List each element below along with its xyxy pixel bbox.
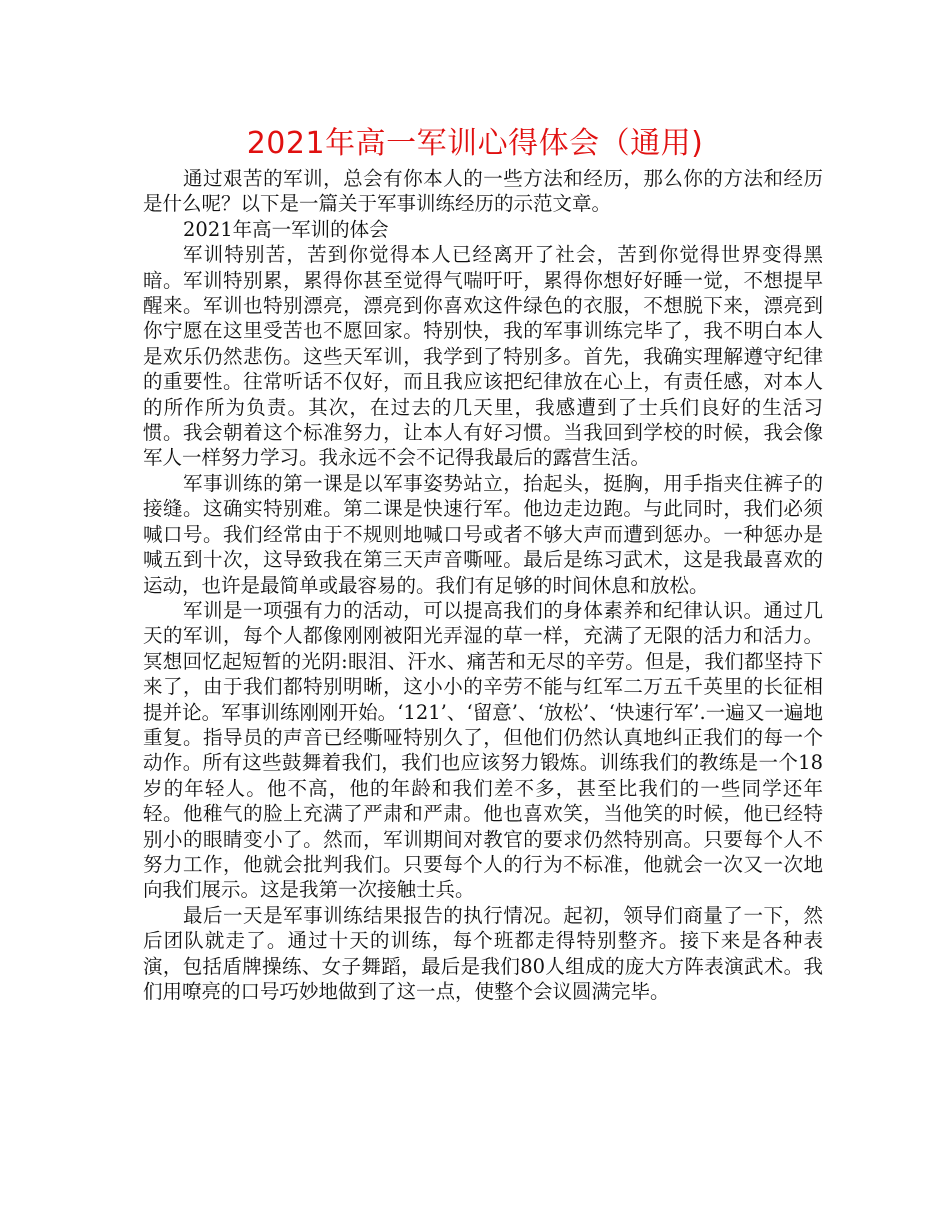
body-paragraph: 军事训练的第一课是以军事姿势站立，抬起头，挺胸，用手指夹住裤子的接缝。这确实特别难。第二课是快速行军。他边走边跑。与此同时，我们必须喊口号。我们经常由于不规则地喊口号或者不够大声而遭到惩办。一种惩办是喊五到十次，这导致我在第三天声音嘶哑。最后是练习武术，这是我最喜欢的运动，也许是最简单或最容易的。我们有足够的时间休息和放松。 — [143, 471, 823, 597]
document-title: 2021年高一军训心得体会（通用) — [246, 126, 704, 161]
body-paragraph: 军训特别苦，苦到你觉得本人已经离开了社会，苦到你觉得世界变得黑暗。军训特别累，累得你甚至觉得气喘吁吁，累得你想好好睡一觉，不想提早醒来。军训也特别漂亮，漂亮到你喜欢这件绿色的衣服，不想脱下来，漂亮到你宁愿在这里受苦也不愿回家。特别快，我的军事训练完毕了，我不明白本人是欢乐仍然悲伤。这些天军训，我学到了特别多。首先，我确实理解遵守纪律的重要性。往常听话不仅好，而且我应该把纪律放在心上，有责任感，对本人的所作所为负责。其次，在过去的几天里，我感遭到了士兵们良好的生活习惯。我会朝着这个标准努力，让本人有好习惯。当我回到学校的时候，我会像军人一样努力学习。我永远不会不记得我最后的露营生活。 — [143, 243, 823, 470]
section-heading: 2021年高一军训的体会 — [183, 217, 389, 241]
body-paragraph: 最后一天是军事训练结果报告的执行情况。起初，领导们商量了一下，然后团队就走了。通过十天的训练，每个班都走得特别整齐。接下来是各种表演，包括盾牌操练、女子舞蹈，最后是我们80人组成的庞大方阵表演武术。我们用嘹亮的口号巧妙地做到了这一点，使整个会议圆满完毕。 — [143, 903, 823, 1003]
document-body — [143, 166, 823, 1004]
body-paragraph: 军训是一项强有力的活动，可以提高我们的身体素养和纪律认识。通过几天的军训，每个人都像刚刚被阳光弄湿的草一样，充满了无限的活力和活力。冥想回忆起短暂的光阴:眼泪、汗水、痛苦和无尽的辛劳。但是，我们都坚持下来了，由于我们都特别明晰，这小小的辛劳不能与红军二万五千英里的长征相提并论。军事训练刚刚开始。‘121’、‘留意’、‘放松’、‘快速行军’.一遍又一遍地重复。指导员的声音已经嘶哑特别久了，但他们仍然认真地纠正我们的每一个动作。所有这些鼓舞着我们，我们也应该努力锻炼。训练我们的教练是一个18岁的年轻人。他不高，他的年龄和我们差不多，甚至比我们的一些同学还年轻。他稚气的脸上充满了严肃和严肃。他也喜欢笑，当他笑的时候，他已经特别小的眼睛变小了。然而，军训期间对教官的要求仍然特别高。只要每个人不努力工作，他就会批判我们。只要每个人的行为不标准，他就会一次又一次地向我们展示。这是我第一次接触士兵。 — [143, 598, 823, 902]
intro-paragraph: 通过艰苦的军训，总会有你本人的一些方法和经历，那么你的方法和经历是什么呢？以下是一篇关于军事训练经历的示范文章。 — [143, 167, 823, 216]
